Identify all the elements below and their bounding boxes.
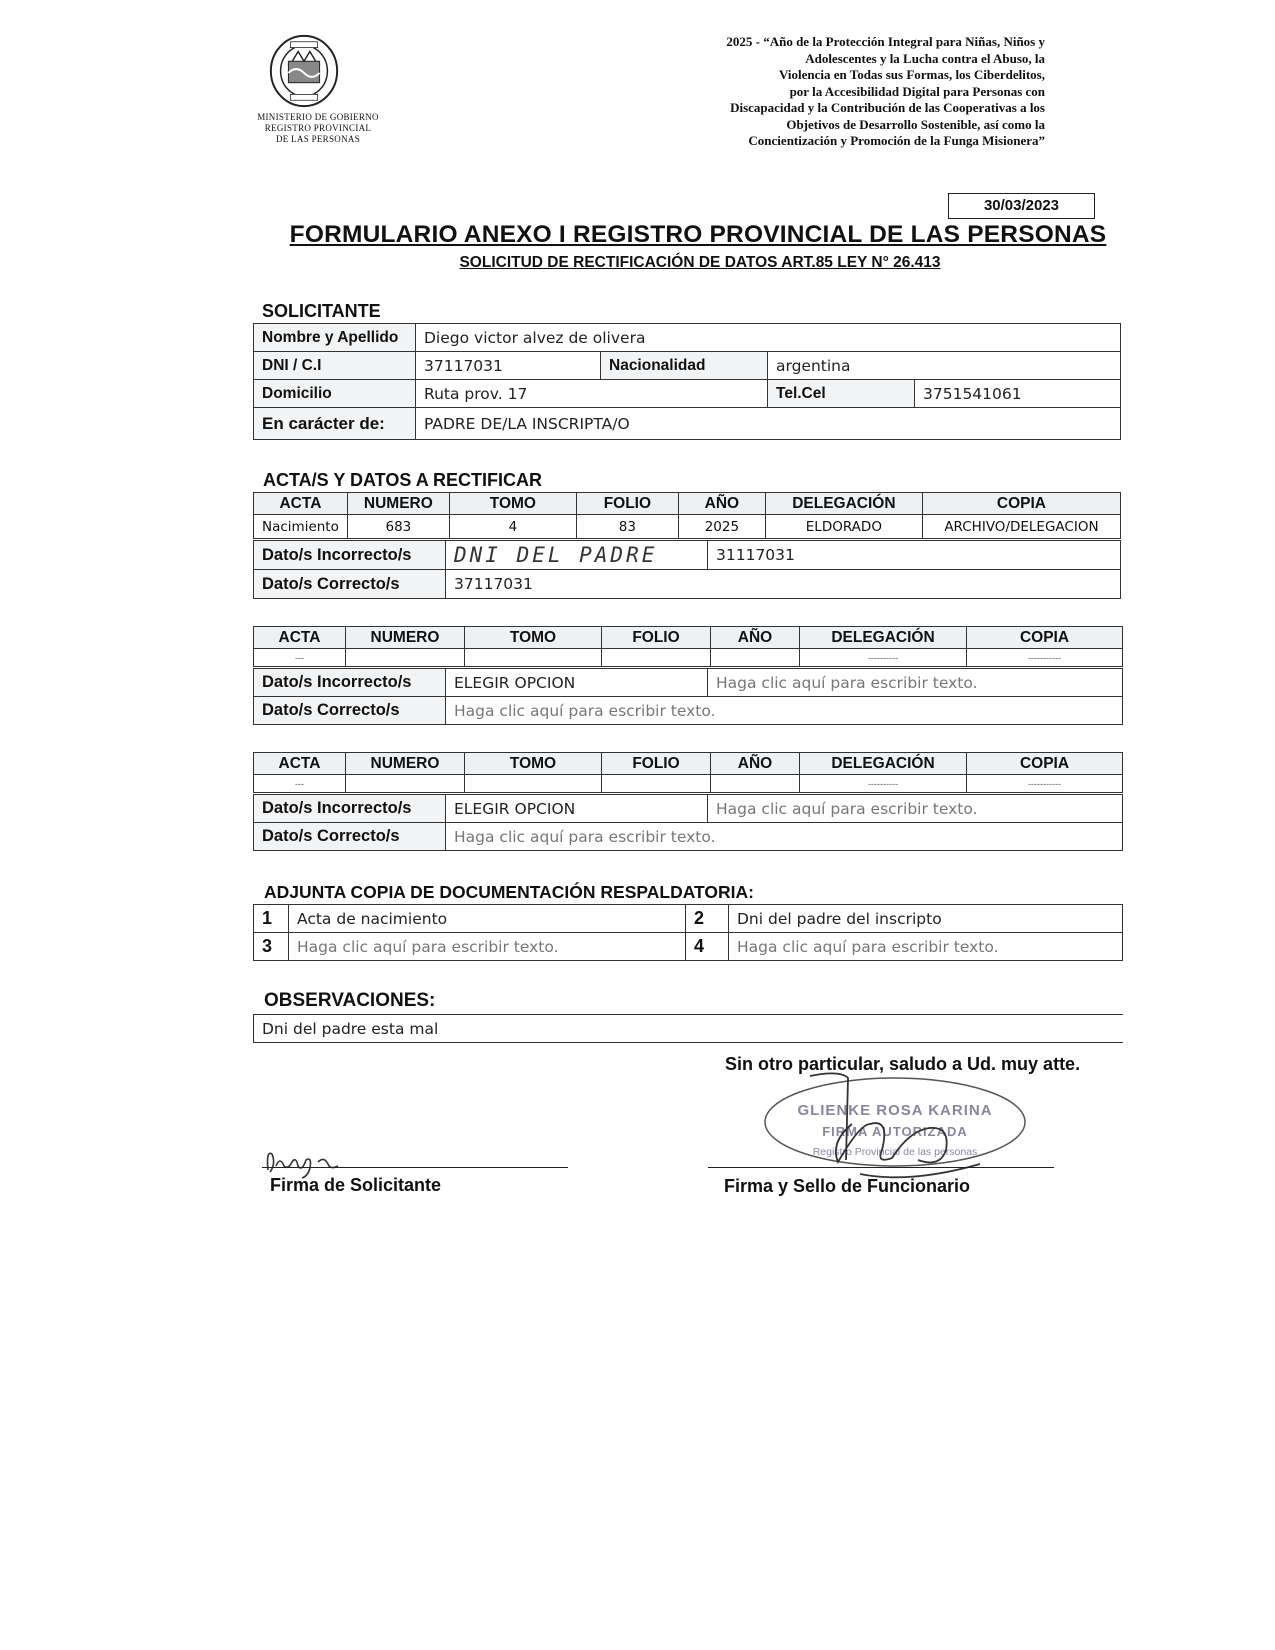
acta-2-table [253, 626, 1123, 667]
adjunta-table [253, 904, 1123, 961]
motto-line: 2025 - “Año de la Protección Integral para Niñas, Niños y [726, 34, 1045, 49]
motto-line: Concientización y Promoción de la Funga Misionera” [748, 133, 1045, 148]
solicitante-signature-line [262, 1167, 568, 1168]
dato-correcto-valor[interactable]: 37117031 [446, 570, 1121, 599]
dato-incorrecto-input[interactable]: Haga clic aquí para escribir texto. [708, 669, 1123, 697]
solicitante-section-title: SOLICITANTE [262, 301, 381, 321]
doc-item-field[interactable]: Acta de nacimiento [289, 905, 686, 933]
acta-tomo-field[interactable] [465, 649, 602, 667]
col-copia: COPIA [922, 493, 1120, 515]
col-tomo: TOMO [465, 627, 602, 649]
acta-delegacion-field[interactable]: ELDORADO [765, 515, 922, 539]
acta-1-table [253, 492, 1121, 539]
domicilio-label: Domicilio [254, 380, 416, 408]
dato-incorrecto-label: Dato/s Incorrecto/s [254, 541, 446, 570]
solicitante-table [253, 323, 1121, 440]
nombre-label: Nombre y Apellido [254, 324, 416, 352]
acta-3-datos-table [253, 794, 1123, 851]
solicitante-signature-label: Firma de Solicitante [270, 1175, 442, 1195]
col-anio: AÑO [678, 493, 765, 515]
doc-number: 4 [686, 933, 729, 961]
col-tomo: TOMO [465, 753, 602, 775]
acta-tomo-field[interactable] [465, 775, 602, 793]
col-anio: AÑO [711, 753, 800, 775]
col-acta: ACTA [254, 493, 348, 515]
elegir-opcion-select[interactable]: ELEGIR OPCION [446, 669, 708, 697]
dato-correcto-input[interactable]: Haga clic aquí para escribir texto. [446, 823, 1123, 851]
ministry-line: DE LAS PERSONAS [275, 134, 360, 144]
acta-folio-field[interactable] [602, 775, 711, 793]
doc-item-field[interactable]: Haga clic aquí para escribir texto. [729, 933, 1123, 961]
acta-3-table [253, 752, 1123, 793]
acta-folio-field[interactable]: 83 [576, 515, 678, 539]
dato-incorrecto-label: Dato/s Incorrecto/s [254, 669, 446, 697]
motto-line: Discapacidad y la Contribución de las Cooperativas a los [730, 100, 1045, 115]
col-numero: NUMERO [346, 627, 465, 649]
doc-item-field[interactable]: Dni del padre del inscripto [729, 905, 1123, 933]
stamp-line: FIRMA AUTORIZADA [822, 1124, 968, 1139]
form-subtitle: SOLICITUD DE RECTIFICACIÓN DE DATOS ART.85 LEY N° 26.413 [459, 254, 941, 271]
dni-label: DNI / C.I [254, 352, 416, 380]
col-delegacion: DELEGACIÓN [800, 753, 967, 775]
col-acta: ACTA [254, 753, 346, 775]
acta-tipo-field[interactable]: --- [254, 775, 346, 793]
funcionario-signature-line [708, 1167, 1054, 1168]
nombre-field[interactable]: Diego victor alvez de olivera [416, 324, 1121, 352]
col-delegacion: DELEGACIÓN [800, 627, 967, 649]
col-numero: NUMERO [347, 493, 449, 515]
dato-incorrecto-input[interactable]: Haga clic aquí para escribir texto. [708, 795, 1123, 823]
acta-tomo-field[interactable]: 4 [449, 515, 576, 539]
actas-section-title: ACTA/S Y DATOS A RECTIFICAR [263, 470, 543, 490]
col-copia: COPIA [967, 627, 1123, 649]
nacionalidad-field[interactable]: argentina [768, 352, 1121, 380]
doc-number: 1 [254, 905, 289, 933]
dato-incorrecto-valor[interactable]: 31117031 [708, 541, 1121, 570]
motto-line: por la Accesibilidad Digital para Personas con [789, 83, 1045, 99]
year-motto [590, 34, 1045, 150]
acta-copia-field[interactable]: ----------- [967, 649, 1123, 667]
stamp-line: Registro Provincial de las personas [812, 1146, 978, 1158]
form-title: FORMULARIO ANEXO I REGISTRO PROVINCIAL DE LAS PERSONAS [289, 221, 1107, 248]
caracter-field[interactable]: PADRE DE/LA INSCRIPTA/O [416, 408, 1121, 440]
motto-line: Objetivos de Desarrollo Sostenible, así como la [786, 116, 1045, 132]
motto-line: Violencia en Todas sus Formas, los Ciberdelitos, [778, 67, 1045, 82]
observaciones-field[interactable]: Dni del padre esta mal [254, 1015, 1124, 1043]
acta-tipo-field[interactable]: Nacimiento [254, 515, 348, 539]
doc-number: 3 [254, 933, 289, 961]
caracter-label: En carácter de: [254, 408, 416, 440]
acta-numero-field[interactable]: 683 [347, 515, 449, 539]
domicilio-field[interactable]: Ruta prov. 17 [416, 380, 768, 408]
dato-correcto-input[interactable]: Haga clic aquí para escribir texto. [446, 697, 1123, 725]
acta-folio-field[interactable] [602, 649, 711, 667]
provincial-seal-icon [265, 32, 343, 110]
doc-number: 2 [686, 905, 729, 933]
col-folio: FOLIO [602, 627, 711, 649]
col-copia: COPIA [967, 753, 1123, 775]
date-field[interactable]: 30/03/2023 [948, 193, 1095, 219]
motto-line: Adolescentes y la Lucha contra el Abuso, la [805, 50, 1045, 66]
acta-numero-field[interactable] [346, 649, 465, 667]
col-tomo: TOMO [449, 493, 576, 515]
doc-item-field[interactable]: Haga clic aquí para escribir texto. [289, 933, 686, 961]
acta-delegacion-field[interactable]: ---------- [800, 649, 967, 667]
dato-correcto-label: Dato/s Correcto/s [254, 697, 446, 725]
tel-label: Tel.Cel [768, 380, 915, 408]
acta-anio-field[interactable]: 2025 [678, 515, 765, 539]
dato-incorrecto-campo[interactable] [446, 541, 708, 570]
funcionario-signature-icon [800, 1064, 1000, 1184]
col-folio: FOLIO [576, 493, 678, 515]
col-folio: FOLIO [602, 753, 711, 775]
col-acta: ACTA [254, 627, 346, 649]
acta-numero-field[interactable] [346, 775, 465, 793]
tel-field[interactable]: 3751541061 [915, 380, 1121, 408]
observaciones-section-title: OBSERVACIONES: [264, 990, 436, 1011]
nacionalidad-label: Nacionalidad [601, 352, 768, 380]
acta-copia-field[interactable]: ARCHIVO/DELEGACION [922, 515, 1120, 539]
acta-delegacion-field[interactable]: ---------- [800, 775, 967, 793]
ministry-line: MINISTERIO DE GOBIERNO [257, 112, 379, 122]
closing-text: Sin otro particular, saludo a Ud. muy atte. [725, 1054, 1081, 1074]
acta-2-datos-table [253, 668, 1123, 725]
dni-field[interactable]: 37117031 [416, 352, 601, 380]
acta-anio-field[interactable] [711, 775, 800, 793]
official-stamp [760, 1072, 1030, 1172]
col-delegacion: DELEGACIÓN [765, 493, 922, 515]
acta-tipo-field[interactable]: --- [254, 649, 346, 667]
col-numero: NUMERO [346, 753, 465, 775]
dato-correcto-label: Dato/s Correcto/s [254, 570, 446, 599]
funcionario-signature-label: Firma y Sello de Funcionario [724, 1176, 971, 1196]
handwritten-field-name: DNI DEL PADRE [454, 543, 658, 567]
acta-1-datos-table [253, 540, 1121, 599]
acta-anio-field[interactable] [711, 649, 800, 667]
observaciones-table [253, 1014, 1123, 1043]
adjunta-section-title: ADJUNTA COPIA DE DOCUMENTACIÓN RESPALDATORIA: [264, 882, 754, 902]
dato-incorrecto-label: Dato/s Incorrecto/s [254, 795, 446, 823]
acta-copia-field[interactable]: ----------- [967, 775, 1123, 793]
dato-correcto-label: Dato/s Correcto/s [254, 823, 446, 851]
ministry-line: REGISTRO PROVINCIAL [264, 123, 372, 133]
elegir-opcion-select[interactable]: ELEGIR OPCION [446, 795, 708, 823]
stamp-line: GLIENKE ROSA KARINA [797, 1102, 993, 1119]
col-anio: AÑO [711, 627, 800, 649]
ministry-label [238, 112, 398, 145]
